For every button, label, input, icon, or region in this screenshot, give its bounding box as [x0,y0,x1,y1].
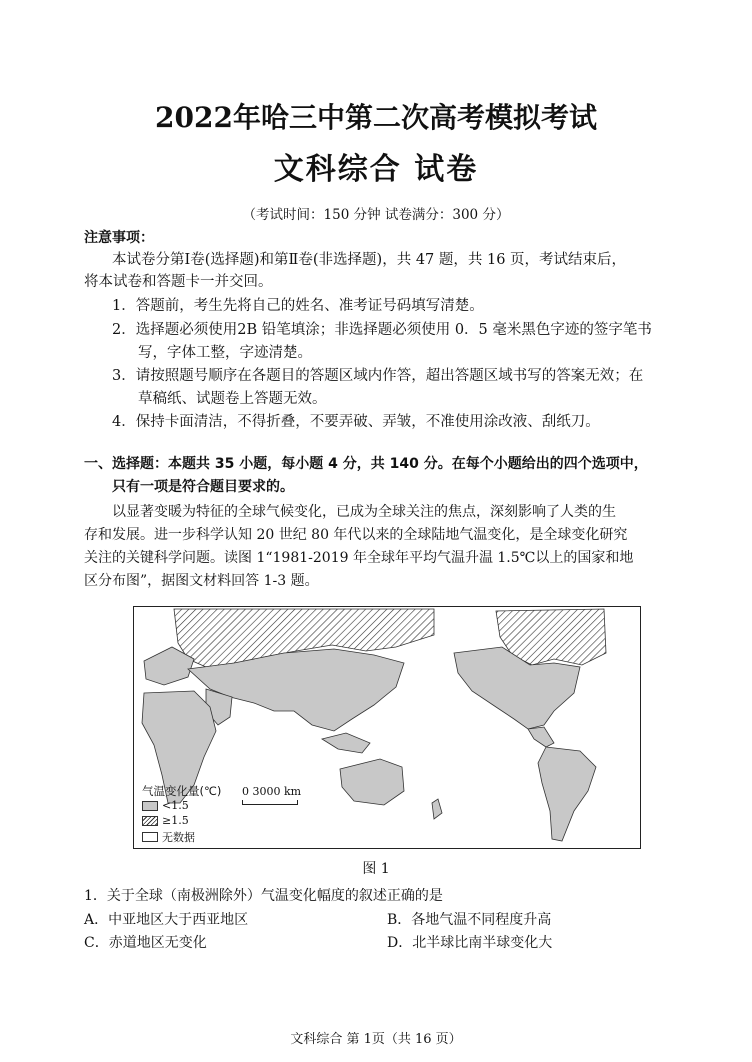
exam-title: 2022年哈三中第二次高考模拟考试 [155,101,597,134]
exam-subtitle: 文科综合 试卷 [273,152,479,187]
legend-swatch-white [142,832,158,842]
region-new-zealand [432,799,442,819]
legend-item-ge [142,814,189,827]
region-se-asia [322,733,370,753]
legend-label-ge: ≥1.5 [162,814,189,827]
section-heading-line2: 只有一项是符合题目要求的。 [112,479,294,495]
notes-item-4: 4．保持卡面清洁，不得折叠，不要弄破、弄皱，不准使用涂改液、刮纸刀。 [112,414,600,430]
region-central-america [528,727,554,747]
legend-label-lt: <1.5 [162,799,189,812]
legend-title: 气温变化量(℃) [142,784,222,798]
passage-line4: 区分布图”，据图文材料回答 1-3 题。 [84,573,319,589]
exam-time-info: （考试时间：150 分钟 试卷满分：300 分） [242,207,510,223]
notes-intro-line2: 将本试卷和答题卡一并交回。 [84,274,273,290]
world-temperature-map [133,606,641,849]
legend-swatch-hatch [142,816,158,826]
scale-bar [242,800,298,805]
map-graphic [134,607,640,848]
notes-item-2-line1: 2．选择题必须使用2B 铅笔填涂；非选择题必须使用 0．5 毫米黑色字迹的签字笔书 [112,322,652,338]
region-south-america [538,747,596,841]
legend-item-lt [142,799,189,812]
scale-label: 0 3000 km [242,785,302,798]
notes-item-2-line2: 写，字体工整，字迹清楚。 [138,345,312,361]
question1-option-c: C．赤道地区无变化 [84,935,207,951]
legend-label-nodata: 无数据 [162,831,195,844]
notes-heading: 注意事项： [84,230,154,246]
notes-item-3-line1: 3．请按照题号顺序在各题目的答题区域内作答，超出答题区域书写的答案无效；在 [112,368,644,384]
region-australia [340,759,404,805]
legend-swatch-gray [142,801,158,811]
section-heading-line1: 一、选择题：本题共 35 小题，每小题 4 分，共 140 分。在每个小题给出的四个选项中， [84,456,648,472]
question1-option-d: D．北半球比南半球变化大 [387,935,553,951]
passage-line3: 关注的关键科学问题。读图 1“1981-2019 年全球年平均气温升温 1.5℃以上的国家和地 [84,550,634,566]
legend-item-nodata [142,829,195,845]
notes-item-1: 1．答题前，考生先将自己的姓名、准考证号码填写清楚。 [112,298,484,314]
notes-intro-line1: 本试卷分第Ⅰ卷(选择题)和第Ⅱ卷(非选择题)，共 47 题，共 16 页，考试结束后， [112,252,627,268]
question1-option-a: A．中亚地区大于西亚地区 [84,912,249,928]
notes-item-3-line2: 草稿纸、试题卷上答题无效。 [138,391,327,407]
question1-stem: 1．关于全球（南极洲除外）气温变化幅度的叙述正确的是 [84,888,443,904]
page-footer: 文科综合 第 1页（共 16 页） [290,1032,462,1047]
passage-line2: 存和发展。进一步科学认知 20 世纪 80 年代以来的全球陆地气温变化，是全球变化研究 [84,527,628,543]
question1-option-b: B．各地气温不同程度升高 [387,912,552,928]
figure-caption: 图 1 [362,861,390,877]
passage-line1: 以显著变暖为特征的全球气候变化，已成为全球关注的焦点，深刻影响了人类的生 [112,504,616,520]
